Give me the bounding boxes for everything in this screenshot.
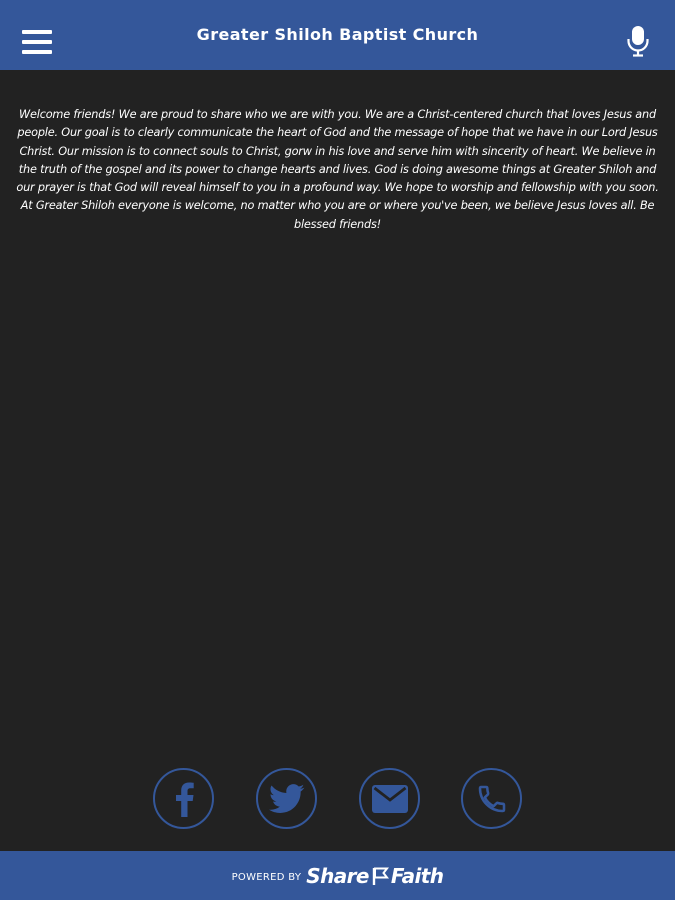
page-title: Greater Shiloh Baptist Church bbox=[196, 24, 479, 44]
menu-button[interactable] bbox=[22, 30, 52, 54]
facebook-button[interactable] bbox=[153, 768, 214, 829]
sharefaith-logo[interactable] bbox=[306, 864, 443, 888]
email-icon bbox=[372, 785, 408, 813]
twitter-button[interactable] bbox=[256, 768, 317, 829]
brand-part-1: Share bbox=[306, 863, 369, 888]
brand-part-2: Faith bbox=[390, 863, 444, 888]
footer-bar bbox=[0, 851, 675, 900]
phone-icon bbox=[476, 783, 508, 815]
facebook-icon bbox=[172, 781, 196, 817]
twitter-icon bbox=[269, 784, 305, 814]
flag-icon bbox=[371, 866, 389, 886]
hamburger-menu-icon bbox=[22, 30, 52, 34]
microphone-icon bbox=[626, 25, 650, 57]
email-button[interactable] bbox=[359, 768, 420, 829]
social-links bbox=[0, 768, 675, 830]
welcome-message: Welcome friends! We are proud to share who we are with you. We are a Christ-centered church that loves Jesus and people. Our goal is to clearly communicate the heart of God and the message of hope that we have in our Lord Jesus Christ. Our mission is to connect souls to Christ, gorw in his love and serve him with sincerity of heart. We believe in the truth of the gospel and its power to change hearts and lives. God is doing awesome things at Greater Shiloh and our prayer is that God will reveal himself to you in a profound way. We hope to worship and fellowship with you soon. At Greater Shiloh everyone is welcome, no matter who you are or where you've been, we believe Jesus loves all. Be blessed friends! bbox=[16, 108, 659, 231]
voice-search-button[interactable] bbox=[626, 25, 650, 57]
header-bar bbox=[0, 0, 675, 70]
powered-by-label: POWERED BY bbox=[231, 871, 302, 883]
phone-button[interactable] bbox=[461, 768, 522, 829]
